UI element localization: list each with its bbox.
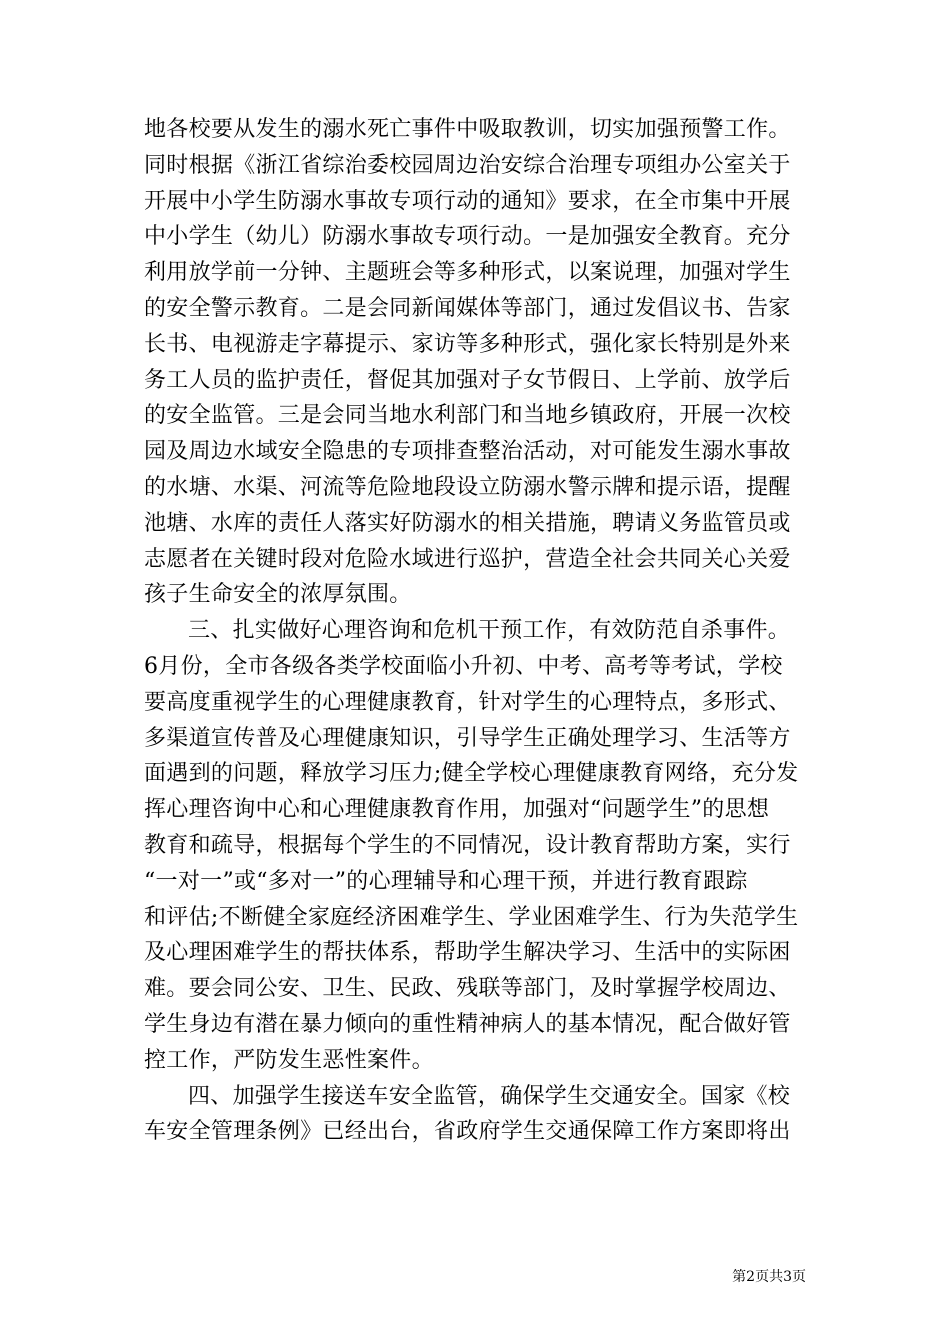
text-line: 难。要会同公安、卫生、民政、残联等部门，及时掌握学校周边、 [144, 976, 791, 1002]
text-line: 要高度重视学生的心理健康教育，针对学生的心理特点，多形式、 [144, 689, 791, 715]
text-line: 控工作，严防发生恶性案件。 [144, 1047, 434, 1073]
text-line: 园及周边水域安全隐患的专项排查整治活动，对可能发生溺水事故 [144, 439, 791, 465]
text-line: 长书、电视游走字幕提示、家访等多种形式，强化家长特别是外来 [144, 331, 791, 357]
text-line: 车安全管理条例》已经出台，省政府学生交通保障工作方案即将出 [144, 1119, 791, 1145]
text-line: 和评估;不断健全家庭经济困难学生、学业困难学生、行为失范学生 [144, 904, 799, 930]
section-heading-line: 四、加强学生接送车安全监管，确保学生交通安全。国家《校 [188, 1083, 791, 1109]
text-line: 中小学生（幼儿）防溺水事故专项行动。一是加强安全教育。充分 [144, 224, 791, 250]
text-line: 6月份，全市各级各类学校面临小升初、中考、高考等考试，学校 [144, 653, 783, 679]
body-text [144, 112, 814, 1150]
text-line: 务工人员的监护责任，督促其加强对子女节假日、上学前、放学后 [144, 367, 791, 393]
text-line: 同时根据《浙江省综治委校园周边治安综合治理专项组办公室关于 [144, 152, 791, 178]
section-heading-line: 三、扎实做好心理咨询和危机干预工作，有效防范自杀事件。 [188, 618, 791, 644]
text-line: 及心理困难学生的帮扶体系，帮助学生解决学习、生活中的实际困 [144, 940, 791, 966]
text-line: 的安全监管。三是会同当地水利部门和当地乡镇政府，开展一次校 [144, 403, 791, 429]
text-line: 池塘、水库的责任人落实好防溺水的相关措施，聘请义务监管员或 [144, 510, 791, 536]
text-line: 利用放学前一分钟、主题班会等多种形式，以案说理，加强对学生 [144, 260, 791, 286]
text-line: 挥心理咨询中心和心理健康教育作用，加强对“问题学生”的思想 [144, 797, 770, 823]
text-line: 的水塘、水渠、河流等危险地段设立防溺水警示牌和提示语，提醒 [144, 474, 791, 500]
text-line: 学生身边有潜在暴力倾向的重性精神病人的基本情况，配合做好管 [144, 1011, 791, 1037]
text-line: 面遇到的问题，释放学习压力;健全学校心理健康教育网络，充分发 [144, 761, 799, 787]
text-line: 开展中小学生防溺水事故专项行动的通知》要求，在全市集中开展 [144, 188, 791, 214]
text-line: 多渠道宣传普及心理健康知识，引导学生正确处理学习、生活等方 [144, 725, 791, 751]
page-number: 第2页共3页 [732, 1269, 806, 1285]
text-line: 志愿者在关键时段对危险水域进行巡护，营造全社会共同关心关爱 [144, 546, 791, 572]
text-line: 的安全警示教育。二是会同新闻媒体等部门，通过发倡议书、告家 [144, 295, 791, 321]
text-line: 孩子生命安全的浓厚氛围。 [144, 582, 412, 608]
text-line: “一对一”或“多对一”的心理辅导和心理干预，并进行教育跟踪 [144, 868, 748, 894]
text-line: 地各校要从发生的溺水死亡事件中吸取教训，切实加强预警工作。 [144, 117, 791, 142]
text-line: 教育和疏导，根据每个学生的不同情况，设计教育帮助方案，实行 [144, 832, 791, 858]
